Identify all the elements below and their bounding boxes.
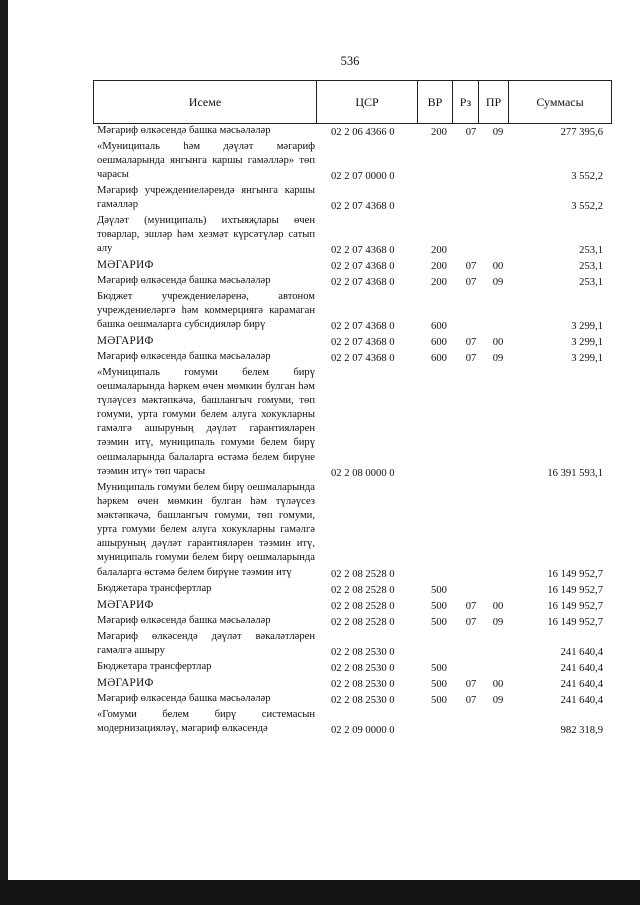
row-sum: 241 640,4 <box>560 694 603 706</box>
row-pr: 09 <box>492 616 504 628</box>
row-csr: 02 2 08 2530 0 <box>331 678 395 690</box>
row-pr: 00 <box>492 260 504 272</box>
row-name: Мәгариф өлкәсендә башка мәсьәләләр <box>97 125 271 136</box>
table-row <box>0 708 640 738</box>
page-number: 536 <box>340 54 360 68</box>
row-name: Мәгариф учреждениеләрендә янгынга каршы гамәлләр <box>97 185 315 211</box>
table-row <box>0 692 640 708</box>
table-row <box>0 481 640 582</box>
row-sum: 253,1 <box>579 276 603 288</box>
row-rz: 07 <box>465 260 477 272</box>
row-csr: 02 2 07 4368 0 <box>331 320 395 332</box>
row-sum: 241 640,4 <box>560 646 603 658</box>
header-pr: ПР <box>479 81 509 123</box>
row-pr: 09 <box>492 126 504 138</box>
table-row <box>0 334 640 350</box>
scan-bottom-edge <box>0 880 640 905</box>
table-row <box>0 660 640 676</box>
row-sum: 253,1 <box>579 244 603 256</box>
table-row <box>0 274 640 290</box>
row-rz: 07 <box>465 694 477 706</box>
row-csr: 02 2 07 4368 0 <box>331 200 395 212</box>
row-name: «Гомуми белем бирү системасын модернизацияләү, мәгариф өлкәсендә <box>97 709 315 735</box>
row-vr: 500 <box>431 616 447 628</box>
row-sum: 277 395,6 <box>560 126 603 138</box>
row-csr: 02 2 08 0000 0 <box>331 467 395 479</box>
row-vr: 600 <box>431 336 447 348</box>
header-rz: Рз <box>453 81 479 123</box>
table-row <box>0 582 640 598</box>
row-name: Мәгариф өлкәсендә башка мәсьәләләр <box>97 615 271 626</box>
row-csr: 02 2 07 4368 0 <box>331 244 395 256</box>
row-name: Мәгариф өлкәсендә дәүләт вәкаләтләрен гамәлгә ашыру <box>97 631 315 657</box>
row-sum: 3 299,1 <box>571 320 603 332</box>
row-csr: 02 2 06 4366 0 <box>331 126 395 138</box>
table-row <box>0 184 640 214</box>
row-csr: 02 2 09 0000 0 <box>331 724 395 736</box>
header-csr: ЦСР <box>317 81 418 123</box>
row-sum: 241 640,4 <box>560 678 603 690</box>
row-name: Мәгариф өлкәсендә башка мәсьәләләр <box>97 351 271 362</box>
row-name: Бюджетара трансфертлар <box>97 661 212 672</box>
row-name: Мәгариф өлкәсендә башка мәсьәләләр <box>97 275 271 286</box>
row-sum: 253,1 <box>579 260 603 272</box>
row-vr: 500 <box>431 584 447 596</box>
table-row <box>0 366 640 481</box>
row-csr: 02 2 07 4368 0 <box>331 352 395 364</box>
table-row <box>0 140 640 184</box>
row-sum: 241 640,4 <box>560 662 603 674</box>
header-sum: Суммасы <box>536 95 584 109</box>
table-header <box>93 80 612 124</box>
table-row <box>0 214 640 258</box>
header-name: Исеме <box>94 81 317 123</box>
row-rz: 07 <box>465 600 477 612</box>
table-row <box>0 258 640 274</box>
table-row <box>0 290 640 334</box>
row-csr: 02 2 08 2530 0 <box>331 662 395 674</box>
row-sum: 3 552,2 <box>571 170 603 182</box>
row-vr: 200 <box>431 126 447 138</box>
row-vr: 500 <box>431 600 447 612</box>
row-pr: 00 <box>492 336 504 348</box>
table-row <box>0 124 640 140</box>
row-pr: 09 <box>492 694 504 706</box>
row-rz: 07 <box>465 126 477 138</box>
row-csr: 02 2 08 2528 0 <box>331 600 395 612</box>
row-sum: 3 552,2 <box>571 200 603 212</box>
row-name: «Муниципаль һәм дәүләт мәгариф оешмаларында янгынга каршы гамәлләр» төп чарасы <box>97 141 315 181</box>
row-vr: 200 <box>431 244 447 256</box>
row-name: Бюджет учреждениеләренә, автоном учреждениеләргә һәм коммерциягә карамаган башка оешмаларга субсидияләр бирү <box>97 291 315 331</box>
row-csr: 02 2 07 4368 0 <box>331 276 395 288</box>
table-row <box>0 350 640 366</box>
row-sum: 16 149 952,7 <box>547 600 603 612</box>
row-csr: 02 2 08 2528 0 <box>331 616 395 628</box>
row-vr: 500 <box>431 678 447 690</box>
header-vr: ВР <box>418 81 453 123</box>
row-rz: 07 <box>465 616 477 628</box>
row-name: Муниципаль гомуми белем бирү оешмаларында һәркем өчен мөмкин булган һәм түләүсез мәктәпкәчә, башлангыч гомуми, төп гомуми, урта гомуми белем алуга хокукларны гамәлгә ашыруның дәүләт гарантияләрен тәэмин итү, муниципаль гомуми белем бирү оешмаларында балаларга өстәмә белем бирүне тәэмин итү <box>97 482 315 578</box>
row-csr: 02 2 07 0000 0 <box>331 170 395 182</box>
row-csr: 02 2 08 2528 0 <box>331 568 395 580</box>
row-pr: 09 <box>492 352 504 364</box>
row-pr: 00 <box>492 600 504 612</box>
table-body <box>0 124 640 738</box>
row-csr: 02 2 08 2528 0 <box>331 584 395 596</box>
row-vr: 600 <box>431 352 447 364</box>
row-sum: 982 318,9 <box>560 724 603 736</box>
row-name: Мәгариф өлкәсендә башка мәсьәләләр <box>97 693 271 704</box>
row-rz: 07 <box>465 336 477 348</box>
row-csr: 02 2 08 2530 0 <box>331 694 395 706</box>
row-sum: 3 299,1 <box>571 352 603 364</box>
row-pr: 00 <box>492 678 504 690</box>
row-rz: 07 <box>465 678 477 690</box>
row-csr: 02 2 07 4368 0 <box>331 260 395 272</box>
row-sum: 16 149 952,7 <box>547 584 603 596</box>
row-vr: 200 <box>431 260 447 272</box>
row-name: Дәүләт (муниципаль) ихтыяҗлары өчен товарлар, эшләр һәм хезмәт күрсәтүләр сатып алу <box>97 215 315 255</box>
row-name: МӘГАРИФ <box>97 259 154 271</box>
row-csr: 02 2 08 2530 0 <box>331 646 395 658</box>
row-name: «Муниципаль гомуми белем бирү оешмаларында һәркем өчен мөмкин булган һәм түләүсез мәктәпкәчә, башлангыч гомуми, төп гомуми, урта гомуми белем алуга хокукларны гамәлгә ашыруның дәүләт гарантияләрен тәэмин итү, муниципаль гомуми белем бирү оешмаларында балаларга өстәмә белем бирүне тәэмин итү» төп чарасы <box>97 367 315 477</box>
row-sum: 3 299,1 <box>571 336 603 348</box>
row-vr: 600 <box>431 320 447 332</box>
table-row <box>0 614 640 630</box>
row-name: МӘГАРИФ <box>97 677 154 689</box>
row-vr: 500 <box>431 694 447 706</box>
row-pr: 09 <box>492 276 504 288</box>
table-row <box>0 630 640 660</box>
row-name: МӘГАРИФ <box>97 335 154 347</box>
row-vr: 500 <box>431 662 447 674</box>
row-name: МӘГАРИФ <box>97 599 154 611</box>
row-name: Бюджетара трансфертлар <box>97 583 212 594</box>
table-row <box>0 676 640 692</box>
row-sum: 16 149 952,7 <box>547 616 603 628</box>
table-row <box>0 598 640 614</box>
row-csr: 02 2 07 4368 0 <box>331 336 395 348</box>
row-sum: 16 391 593,1 <box>547 467 603 479</box>
row-sum: 16 149 952,7 <box>547 568 603 580</box>
row-vr: 200 <box>431 276 447 288</box>
row-rz: 07 <box>465 276 477 288</box>
row-rz: 07 <box>465 352 477 364</box>
